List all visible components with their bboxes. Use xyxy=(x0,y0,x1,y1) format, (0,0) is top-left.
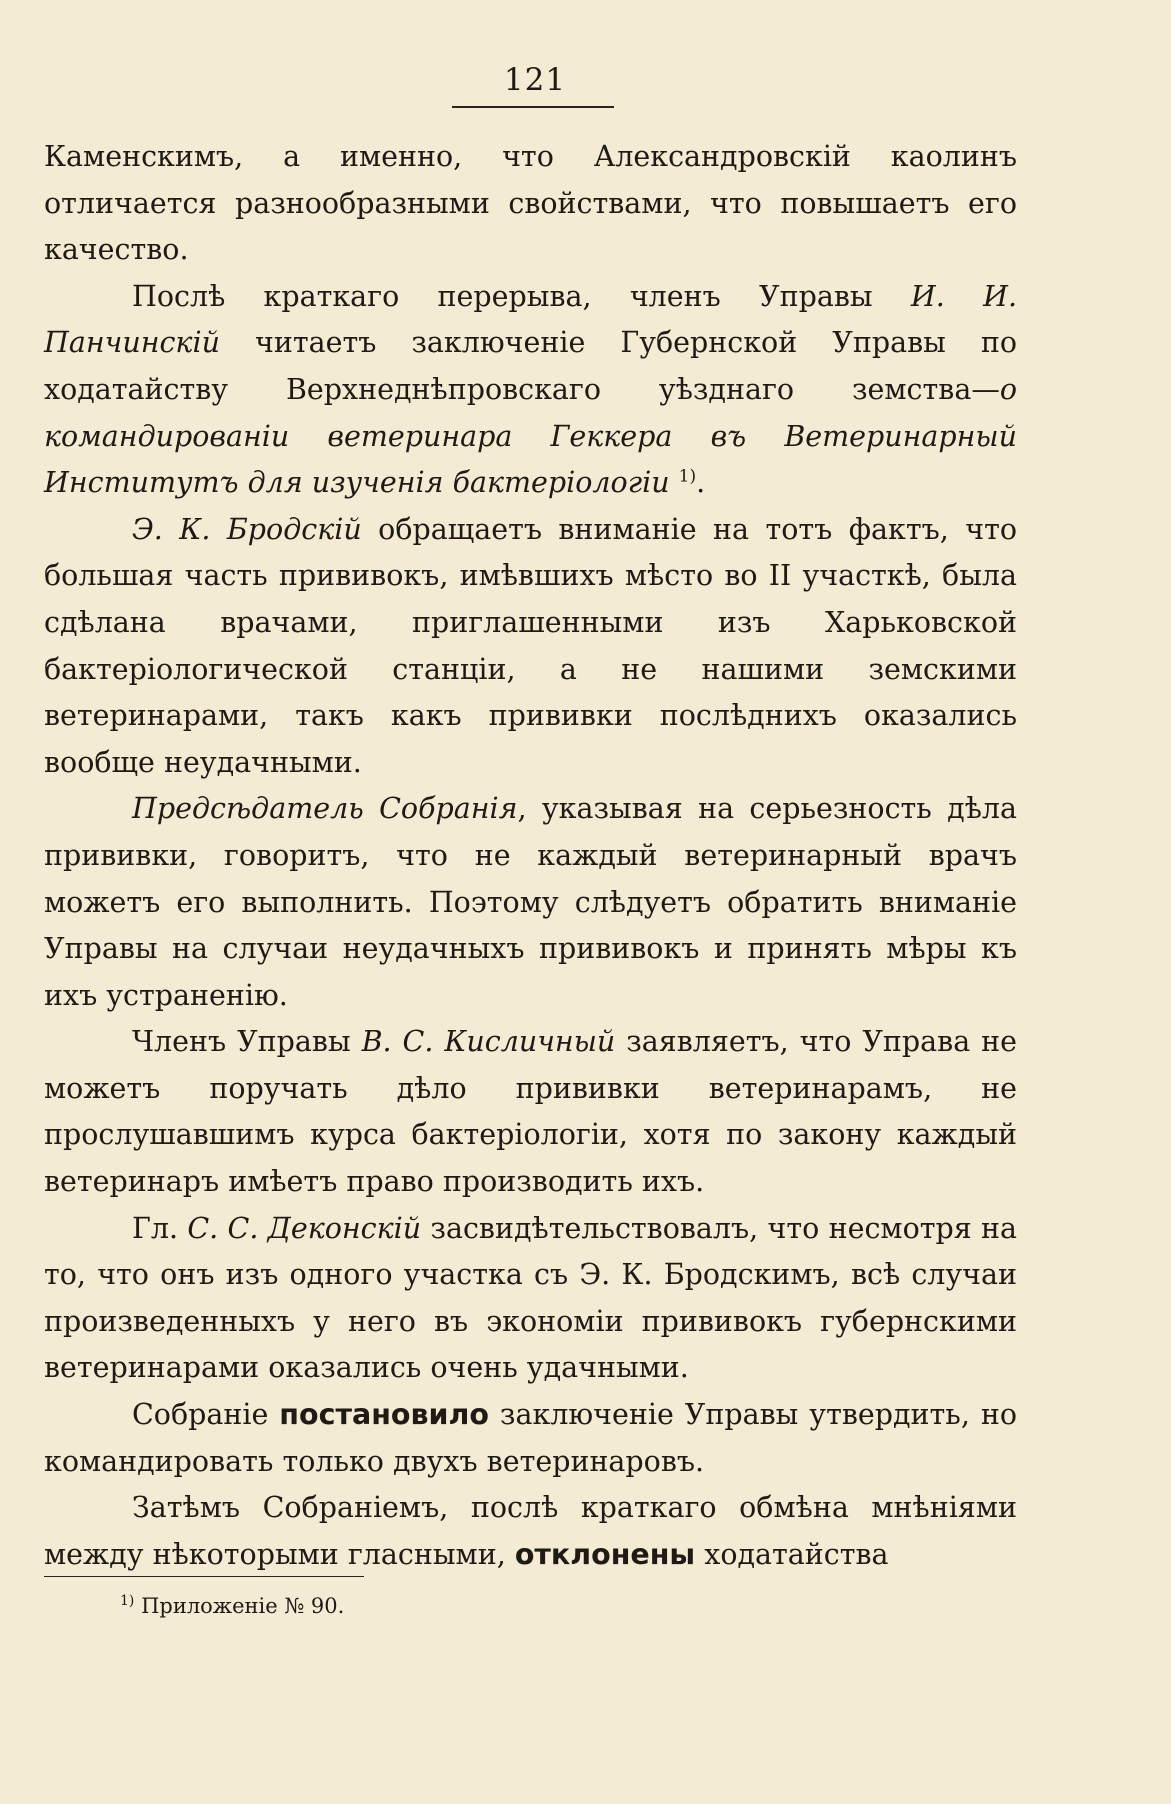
italic-name: С. С. Деконскій xyxy=(187,1211,422,1245)
footnote-text: Приложеніе № 90. xyxy=(141,1594,345,1618)
page-number: 121 xyxy=(503,62,567,98)
page-number-rule xyxy=(452,106,614,108)
text-run: заявляетъ, что Управа не можетъ поручать дѣло прививки ветеринарамъ, не прослушавшимъ курса бактеріологіи, хотя по закону каждый ветеринаръ имѣетъ право производить ихъ. xyxy=(44,1025,1018,1199)
text-run: Каменскимъ, а именно, что Александровскій каолинъ отличается разнообразными свойствами, что повышаетъ его качество. xyxy=(44,140,1017,267)
text-run: Членъ Управы xyxy=(132,1025,362,1059)
italic-name: Предсѣдатель Собранія xyxy=(132,792,518,826)
paragraph xyxy=(44,1206,1017,1392)
text-run xyxy=(670,466,679,499)
paragraph xyxy=(44,507,1017,787)
text-run: засвидѣтельствовалъ, что несмотря на то, что онъ изъ одного участка съ Э. К. Бродскимъ, всѣ случаи произведенныхъ у него въ экономіи прививокъ губернскими ветеринарами оказались очень удачными. xyxy=(44,1211,1018,1385)
emphasized-word: постановило xyxy=(279,1398,489,1432)
paragraph xyxy=(44,786,1017,1019)
text-run: Гл. xyxy=(132,1211,188,1245)
paragraph xyxy=(44,274,1017,507)
footnote-reference: 1) xyxy=(678,466,697,487)
text-run: заключеніе Управы утвердить, но командировать только двухъ ветеринаровъ. xyxy=(44,1398,1017,1478)
footnote-divider xyxy=(44,1576,364,1577)
paragraph xyxy=(44,134,1017,274)
text-run: ходатайства xyxy=(695,1537,889,1571)
italic-name: В. С. Кисличный xyxy=(361,1025,616,1059)
text-run: Послѣ краткаго перерыва, членъ Управы xyxy=(132,279,911,313)
text-run: Затѣмъ Собраніемъ, послѣ краткаго обмѣна мнѣніями между нѣкоторыми гласными, xyxy=(44,1491,1017,1571)
italic-name: Э. К. Бродскій xyxy=(132,512,362,546)
paragraph xyxy=(44,1019,1017,1205)
paragraph xyxy=(44,1392,1017,1485)
emphasized-word: отклонены xyxy=(514,1537,696,1571)
footnote xyxy=(120,1585,344,1622)
italic-name: о командированіи ветеринара Геккера въ Ветеринарный Институтъ для изученія бактеріологіи xyxy=(44,372,1017,500)
text-run: обращаетъ вниманіе на тотъ фактъ, что большая часть прививокъ, имѣвшихъ мѣсто во II участкѣ, была сдѣлана врачами, приглашенными изъ Харьковской бактеріологической станціи, а не нашими земскими ветеринарами, такъ какъ прививки послѣднихъ оказались вообще неудачными. xyxy=(44,512,1018,779)
body-text xyxy=(44,134,1017,1578)
text-run: , указывая на серьезность дѣла прививки, говоритъ, что не каждый ветеринарный врачъ можетъ его выполнить. Поэтому слѣдуетъ обратить вниманіе Управы на случаи неудачныхъ прививокъ и принять мѣры къ ихъ устраненію. xyxy=(44,792,1018,1012)
footnote-marker: 1) xyxy=(120,1593,135,1609)
italic-name: И. И. Панчинскій xyxy=(44,279,1018,360)
text-run: Собраніе xyxy=(132,1398,280,1432)
text-run: . xyxy=(696,466,706,500)
paragraph xyxy=(44,1485,1017,1578)
text-run: читаетъ заключеніе Губернской Управы по ходатайству Верхнеднѣпровскаго уѣзднаго земства— xyxy=(44,326,1017,406)
